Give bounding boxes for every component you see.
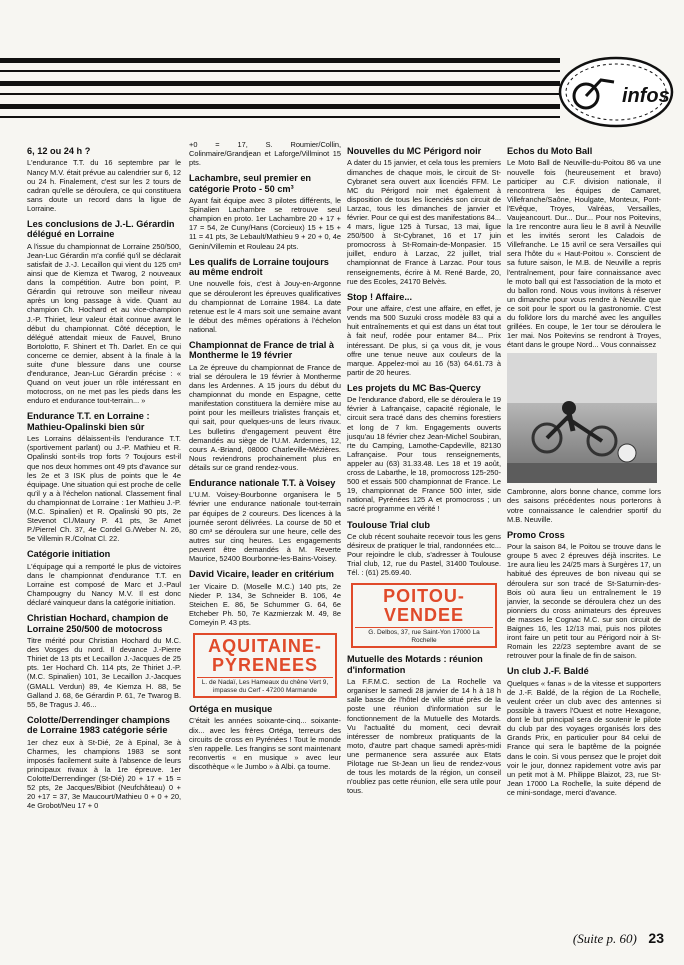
article-body: A dater du 15 janvier, et cela tous les premiers dimanches de chaque mois, le circuit de St-Cybranet sera ouvert aux licenciés FFM. Le MC du Périgord noir met également à disposition de tous les licenciés son circuit de Larzac, tous les dimanches de janvier et février. Pour ce qui est des manifestations 84... 4 mars, ligue 125 à Tursac, 13 mai, ligue 250/500 à St-Cybranet, 16 et 17 juin promocross à St-Romain-de-Monpasier. 15 juillet, enduro à Larzac, 22 juillet, trial championnat de France à Larzac. Pour tous renseignements, écrire à M. René Barde, 20, rue des Ecoles, 24170 Belvès. [347, 158, 501, 286]
article-title: Toulouse Trial club [347, 519, 431, 530]
article-title: Un club J.-F. Baldé [507, 666, 589, 677]
article-title: Ortéga en musique [189, 704, 273, 714]
article-body: 1er chez eux à St-Dié, 2e à Epinal, 3e à Charmes, les champions 1983 se sont imposés facilement suite à l'absence de leurs principaux rivaux à la 1re épreuve. 1er Colotte/Derrendinger (St-Dié) 20 + 17 + 15 = 52 pts, 2e Jacques/Bibiot (Neufchâteau) 0 + 20 +17 = 37, 3e Maucourt/Mathieu 0 + 0 + 20, 4e Grobot/Neu 17 + 0 [27, 737, 181, 811]
page-footer [573, 930, 664, 947]
continued-note: (Suite p. 60) [572, 931, 637, 946]
region-address: L. de Nadaï, Les Hameaux du chêne Vert 9, impasse du Cerf - 47200 Marmande [197, 677, 333, 694]
stamp-aquitaine [193, 633, 337, 698]
column-3 [347, 140, 501, 798]
column-2 [189, 140, 341, 774]
stamp-poitou [351, 583, 497, 648]
article-body: L'endurance T.T. du 16 septembre par le Nancy M.V. était prévue au calendrier sur 6, 12 ou 24 h. Finalement, c'est sur les 2 tours de cadran qu'elle se déroulera, ce qui constituera sans doute un record dans la ligue de Lorraine. [27, 158, 181, 213]
article-title: Les qualifs de Lorraine toujours au même endroit [189, 256, 329, 278]
article [507, 487, 661, 523]
article [189, 704, 341, 771]
article [347, 292, 501, 377]
article-title: Echos du Moto Ball [507, 146, 593, 156]
article-title: Endurance T.T. en Lorraine : Mathieu-Opalinski bien sûr [27, 411, 150, 432]
article-body: Les Lorrains délaissent-ils l'endurance T.T. (sportivement parlant) ou J.-P. Mathieu et R. Opalinski sont-ils trop forts ? Toujours est-il que nos deux hommes ont 49 pts d'avance sur les 2e et 3 ISK plus de points que le 4e équipage. Une situation qui est proche de celle qu'il y a à l'échelon national. Classement final du championnat de Lorraine : 1er Mathieu J.-P. (M.C. Spinalien) et R. Opalinski 90 pts, 2e Stevenot Cl./Maury P. 41 pts, 3e Amet P./Pierrel Ch. 37, 4e Cordel G./Weber N. 26, 5e Villemin R./Colnat Cl. 22. [27, 434, 181, 544]
article-body: Une nouvelle fois, c'est à Jouy-en-Argonne que se dérouleront les épreuves qualificatives du championnat de Lorraine 1984. La date retenue est le 4 mars soit une semaine avant le début des mêmes opérations à l'échelon national. [189, 279, 341, 334]
article [27, 411, 181, 543]
infos-logo [556, 52, 676, 130]
article-title: Christian Hochard, champion de Lorraine 250/500 de motocross [27, 613, 169, 634]
article-body: Pour la saison 84, le Poitou se trouve dans le groupe 5 avec 2 épreuves déjà inscrites. Le 1re aura lieu les 24/25 mars à Surgères 17, un habitué des épreuves de bon niveau qui se déroulera sur son tracé de St-Saturnin-des-Bois où aura lieu un entraînement le 19 janvier, la seconde se déroulera chez un des pionniers du cross animateurs des épreuves de masses le Cognac M.C. sur son circuit de Baignes 16, les 12/13 mai, puis nos pilotes iront faire un petit tour au Périgord noir à St-Romain les 22/23 septembre avant de se retrouver pour la finale de fin de saison. [507, 542, 661, 661]
logo-text: infos [622, 85, 670, 107]
article-title: Les projets du MC Bas-Quercy [347, 382, 481, 393]
article [507, 666, 661, 797]
article-title: 6, 12 ou 24 h ? [27, 146, 91, 156]
article [347, 146, 501, 286]
article-title: Stop ! Affaire... [347, 291, 412, 302]
region-name: POITOU-VENDEE [383, 586, 465, 626]
article-body: La F.F.M.C. section de La Rochelle va organiser le samedi 28 janvier de 14 h à 18 h salle basse de l'hôtel de ville situé près de la poste une réunion d'information sur le fonctionnement de la Mutuelle des Motards. Vu l'actualité du moment, ceci devrait intéresser de nombreux pratiquants de la moto, d'autre part chaque samedi après-midi une permanence sera assurée aux Etats Pilotage rue St-Jean un lieu de rendez-vous de tous les motards de la région, un conseil n'oubliez pas cette réunion, elle sera utile pour tous. [347, 677, 501, 796]
article [347, 383, 501, 514]
moto-ball-photo [507, 353, 657, 483]
article-title: Endurance nationale T.T. à Voisey [189, 477, 336, 488]
article [27, 219, 181, 406]
article-title: Catégorie initiation [27, 549, 111, 560]
article-title: Colotte/Derrendinger champions de Lorraine 1983 catégorie série [27, 714, 170, 736]
article [189, 569, 341, 627]
article [27, 549, 181, 607]
article-body: C'était les années soixante-cinq... soixante-dix... avec les frères Ortéga, terreurs des circuits de cross en Pyrénées ! Tout le monde s'en rappelle. Les frangins se sont maintenant reconvertis « en musique » avec leur discothèque « le Jumbo » à Albi. ça tourne. [189, 716, 341, 771]
article [507, 146, 661, 349]
article-title: Lachambre, seul premier en catégorie Proto - 50 cm³ [189, 173, 312, 194]
article-body: Ce club récent souhaite recevoir tous les gens désireux de pratiquer le trial, randonnées etc... Pour rejoindre le club, s'adresser à Toulouse Trial club, 12, rue du Pastel, 31400 Toulouse. Tél. : (61) 25.69.40. [347, 531, 501, 578]
article [27, 613, 181, 709]
article-body: Le Moto Ball de Neuville-du-Poitou 86 va une nouvelle fois (heureusement et bravo) participer au C.F. division nationale, il rencontrera les équipes de Camaret, Villefranche/Saône, Houlgate, Monteux, Pont-l'Evêque, Troyes, Valréas, Versailles, Vaujeancourt. Dur... Dur... Pour nos Poitevins, la 1re rencontre aura lieu le 8 avril à Neuville et les invités seront les Caladois de Villefranche. Le 15 avril ce sera Versailles qui sera l'hôte du « Haut-Poitou ». Conscient de sa future saison, le M.B. de Neuville a repris l'entraînement, pour faire connaissance avec le moto ball qui est l'association de la moto et du ballon rond. Nous vous invitons à réserver un dimanche pour vous rendre à Neuville que ce soit pour le sport ou la gastronomie. C'est du folklore lors du marché avec les anguilles grillées. En coupe, le 1er tour se déroulera le 1er mai. Nos Poitevins se rendront à Troyes, étant dans le groupe Nord... Vous connaissez [507, 158, 661, 350]
region-name: AQUITAINE-PYRENEES [208, 636, 322, 675]
article-title: Mutuelle des Motards : réunion d'information [347, 654, 483, 675]
article-body: A l'issue du championnat de Lorraine 250/500, Jean-Luc Gérardin m'a confié qu'il se déclarait satisfait de J.-J. Lecaillon qui vient du 125 cm³ ainsi que de Kiemza et Twarog, 2 nouveaux dans la compétition. Autre bon point, P. Gérardin qui retrouve son meilleur niveau après un long passage à vide. Quant au champion Ch. Hochard et au vice-champion J.-P. Thiriet, leur valeur était connue avant le début du championnat. Côté déception, le délégué attendait mieux de Fauvel, Bruno Bortolotto, F. Shinert et Th. Darlet. En ce qui concerne ce dernier, absent à la finale à la suite d'une blessure dans une course d'endurance, Jean-Luc Gérardin précise : « Quand on veut jouer un rôle intéressant en motocross, on ne met pas les pieds dans les enduro et endurance tout-terrain... » [27, 241, 181, 406]
article-title: David Vicaire, leader en critérium [189, 569, 334, 580]
article-body: Quelques « fanas » de la vitesse et supporters de J.-F. Baldé, de la région de La Rochelle, veulent créer un club avec des antennes si possible à travers l'Ouest et notre Hexagone, dont le but principal sera de soutenir le pilote du club par des voyages organisés lors des Grands Prix, en particulier pour 84 celui de France qui sera le baptême de la poignée dans le coin. Si vous pensez que le projet doit voir le jour, donnez rapidement votre avis par un petit mot à M. Philippe Blaizot, 23, rue St-Jean 17000 La Rochelle, la suite dépend de ce mini-sondage, merci d'avance. [507, 678, 661, 797]
header-stripes [0, 58, 560, 127]
article-title: Promo Cross [507, 529, 565, 540]
article [347, 654, 501, 795]
article-body: Cambronne, alors bonne chance, comme lors des saisons précédentes nous porterons à votre connaissance le calendrier sportif du M.B. Neuville. [507, 487, 661, 524]
article [189, 257, 341, 334]
article [189, 140, 341, 167]
article [189, 173, 341, 250]
article [507, 530, 661, 661]
article [189, 340, 341, 472]
article-title: Nouvelles du MC Périgord noir [347, 146, 482, 156]
article-body: Pour une affaire, c'est une affaire, en effet, je vends ma 500 Suzuki cross modèle 83 qui a huit entraînements et qui est dans un état tout à fait neuf, rodée pour entamer 84... Prix intéressant. De plus, si ça vous dit, je vous offre une tenue neuve aux couleurs de la marque. Appelez-moi au 16 (53) 64.61.73 à partir de 20 heures. [347, 304, 501, 377]
article [189, 478, 341, 563]
article-body: Ayant fait équipe avec 3 pilotes différents, le Spinalien Lachambre se retrouve seul champion en proto. 1er Lachambre 20 + 17 + 17 = 54, 2e Cuny/Hans (Corcieux) 15 + 15 + 11 = 41 pts, 3e Lebault/Mathieu 9 + 20 + 0, 4e Genin/Villemin et Rouleau 24 pts. [189, 196, 341, 251]
region-address: G. Delbos, 37, rue Saint-Yon 17000 La Rochelle [355, 627, 493, 644]
article-title: Les conclusions de J.-L. Gérardin délégué en Lorraine [27, 218, 175, 240]
article [347, 520, 501, 578]
page-header [0, 0, 684, 140]
page-number: 23 [648, 930, 664, 946]
article-body: L'équipage qui a remporté le plus de victoires dans le championnat d'endurance T.T. en Lorraine est composé de Marc et J.-Paul Champougny du Nancy M.V. Il est donc déclaré vainqueur dans la catégorie initiation. [27, 561, 181, 608]
article-body: L'U.M. Voisey-Bourbonne organisera le 5 février une endurance nationale tout-terrain par équipes de 2 coureurs. Des licences à la journée seront délivrées. La course de 50 et 80 cm³ se déroulera sur une heure, celle des autres sur cinq heures. Les engagements peuvent être demandés à M. Reverte Maurice, 52400 Bourbonne-les-Bains-Voisey. [189, 490, 341, 564]
column-1 [27, 140, 181, 813]
article-body: +0 = 17, S. Roumier/Collin, Colinmaire/Grandjean et Laforge/Villminot 15 pts. [189, 140, 341, 168]
article [27, 146, 181, 213]
article [27, 715, 181, 811]
article-title: Championnat de France de trial à Montherme le 19 février [189, 340, 334, 361]
article-body: De l'endurance d'abord, elle se déroulera le 19 février à Lafrançaise, capacité régionale, le circuit sera tracé dans des chemins forestiers et long de 7 km. Engagements ouverts jusqu'au 18 février chez Jean-Michel Soubiran, rte du Camping, Lamothe-Capdeville, 82130 Lafrançaise. Pour tous renseignements, appeler au (63) 31.33.48. Les 18 et 19 août, cross de Labarthe, le 18, promocross 125-250-500 et essais 500 championnat de France. Le 19, championnat de France 500 inter, side national, Pyrénées 125 A et promocross ; un sacré programme en vérité ! [347, 395, 501, 514]
article-body: Titre mérité pour Christian Hochard du M.C. des Vosges du nord. Il devance J.-Pierre Thiriet de 13 pts et Lecaillon J.-Jacques de 25 pts. 1er Hochard Ch. 114 pts, 2e Thiriet J.-P. (M.C. Spinalien) 101, 3e Lecaillon J.-Jacques (GMALL Verdun) 89, 4e Kiemza H. 88, 5e Galland J. 68, 6e Gérardin P. 61, 7e Twarog B. 55, 8e Tragus J. 46... [27, 636, 181, 709]
column-4 [507, 140, 661, 800]
article-body: La 2e épreuve du championnat de France de trial se déroulera le 19 février à Montherme dans les Ardennes. A 15 jours du début du championnat du monde en Espagne, cette manifestation constituera la dernière mise au point pour les meilleurs trialistes français et, qui sait, pour quelques-uns de leurs rivaux. Les bulletins d'engagement peuvent être demandés au siège de l'U.M. Ardennes, 12, cours A.-Briand, 08000 Charleville-Mézières. Nous reviendrons prochainement plus en détails sur ce grand rendez-vous. [189, 362, 341, 472]
article-body: 1er Vicaire D. (Moselle M.C.) 140 pts, 2e Nieder P. 134, 3e Schneider B. 106, 4e Steichen E. 86, 5e Schummer G. 64, 6e Etcheber Ph. 50, 7e Kazmierzak M. 49, 8e Corneyin P. 43 pts. [189, 581, 341, 627]
